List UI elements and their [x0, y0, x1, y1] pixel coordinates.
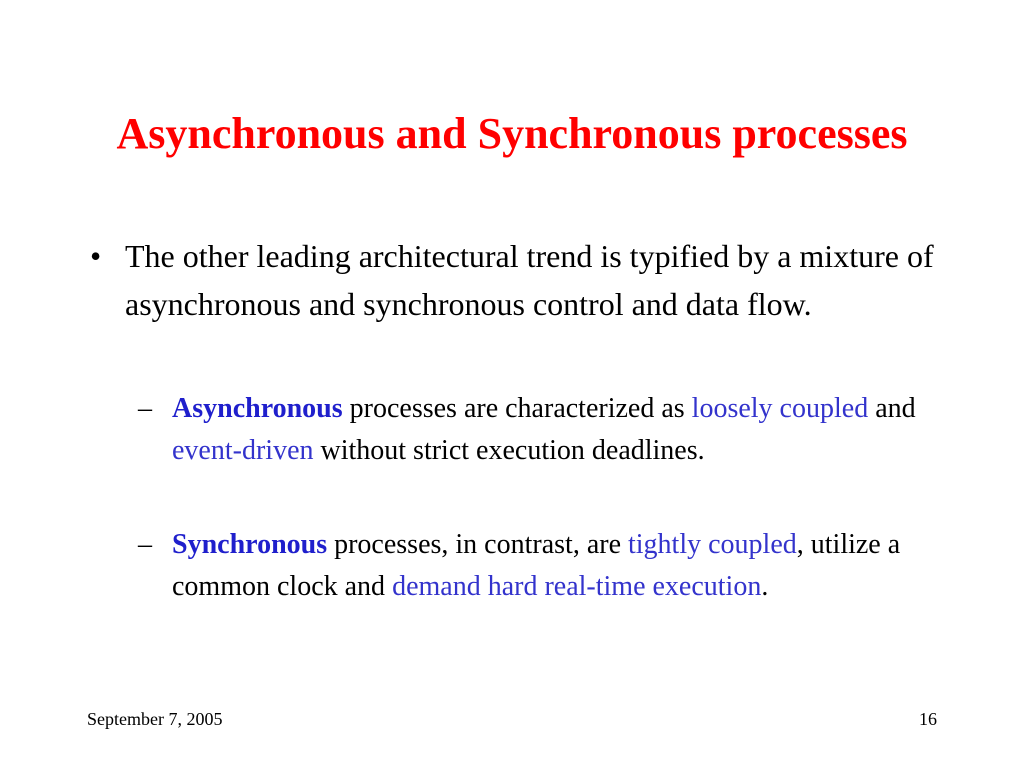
bullet-marker: • [90, 238, 102, 274]
text-segment: without strict execution deadlines. [313, 435, 705, 466]
highlight-event-driven: event-driven [172, 435, 314, 466]
keyword-asynchronous: Asynchronous [172, 393, 343, 424]
slide-title: Asynchronous and Synchronous processes [116, 109, 908, 158]
highlight-tightly-coupled: tightly coupled [628, 529, 797, 560]
footer-date: September 7, 2005 [87, 709, 223, 729]
sub-bullet-text [172, 388, 928, 472]
sub-bullet-text [172, 524, 928, 608]
highlight-demand-hard-real-time: demand hard real-time execution [392, 571, 762, 602]
highlight-loosely-coupled: loosely coupled [691, 393, 869, 424]
sub-bullet-asynchronous [138, 388, 928, 472]
sub-bullet-marker: – [138, 529, 152, 560]
page-number: 16 [919, 709, 937, 729]
main-bullet [90, 232, 950, 328]
keyword-synchronous: Synchronous [172, 529, 328, 560]
text-segment: processes are characterized as [342, 393, 692, 424]
text-segment: and [868, 393, 916, 424]
text-segment: , utilize a common clock and [172, 529, 901, 602]
main-bullet-text: The other leading architectural trend is typified by a mixture of asynchronous and synchronous control and data flow. [125, 238, 934, 322]
text-segment: . [761, 571, 769, 602]
sub-bullet-synchronous [138, 524, 928, 608]
sub-bullet-marker: – [138, 393, 152, 424]
text-segment: processes, in contrast, are [327, 529, 628, 560]
